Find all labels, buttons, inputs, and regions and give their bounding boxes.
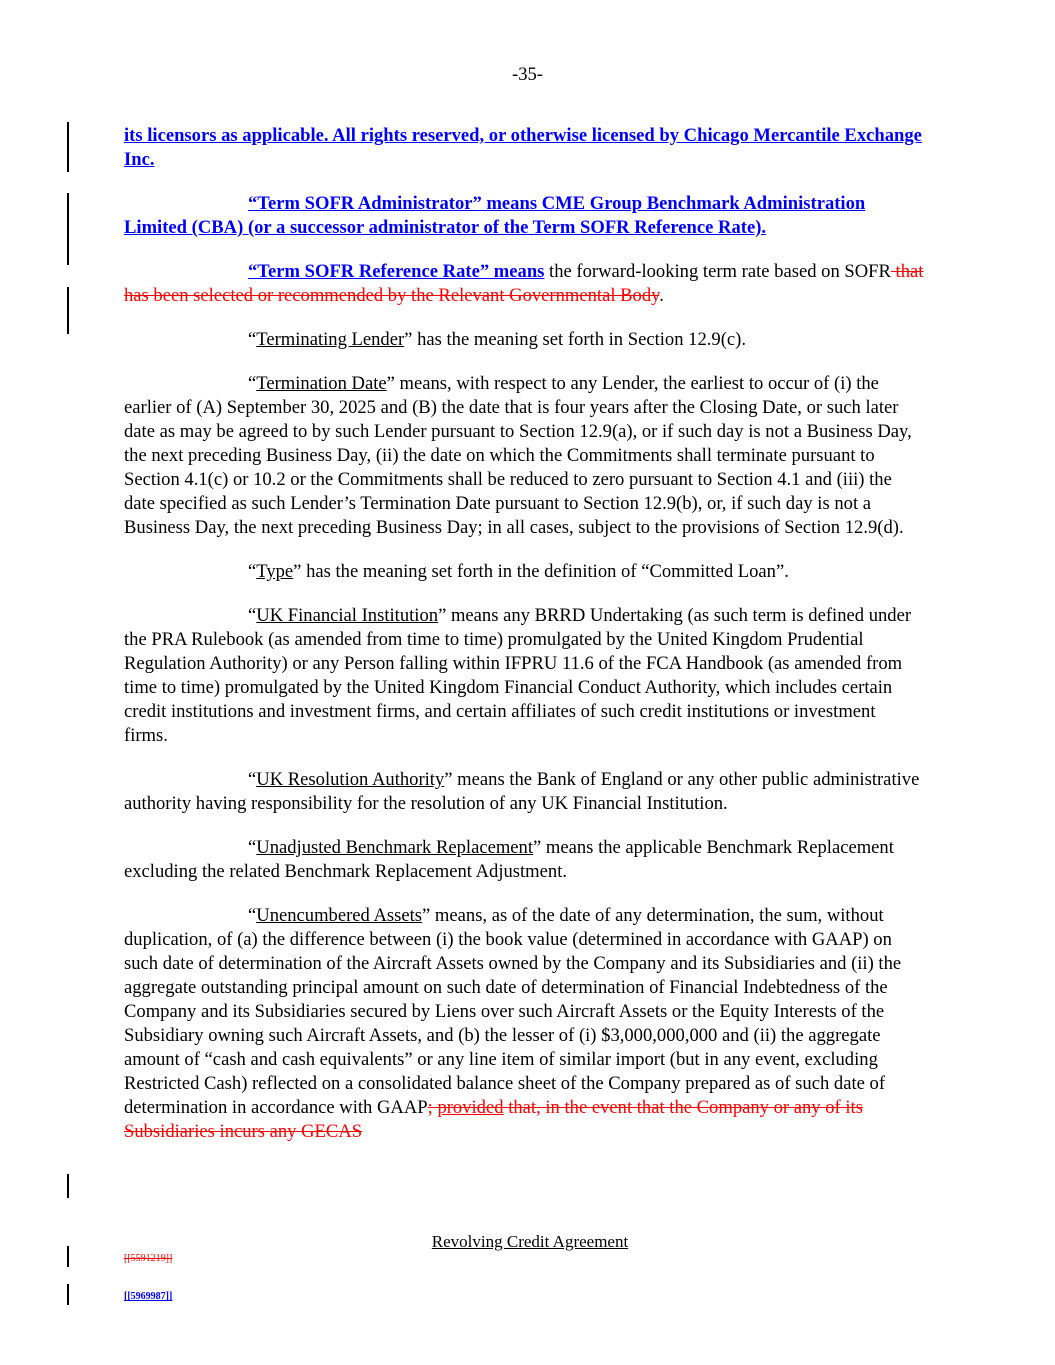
document-body [124,124,924,1164]
definition-term-sofr-reference-rate [124,260,924,308]
defined-term: Terminating Lender [256,329,405,350]
definition-text: ” means, with respect to any Lender, the earliest to occur of (i) the earlier of (A) September 30, 2025 and (B) the date that is four years after the Closing Date, or such later date as may be agreed to by such Lender pursuant to Section 12.9(a), or if such day is not a Business Day, the next preceding Business Day, (ii) the date on which the Commitments shall terminate pursuant to Section 4.1(c) or 10.2 or the Commitments shall be reduced to zero pursuant to Section 4.1 and (iii) the date specified as such Lender’s Termination Date pursuant to Section 12.9(b), or, if such day is not a Business Day, the next preceding Business Day; in all cases, subject to the provisions of Section 12.9(d). [124,373,912,538]
deleted-text: provided [437,1097,504,1118]
defined-term: Type [256,561,294,582]
definition-text: ” has the meaning set forth in the definition of “Committed Loan”. [293,561,789,582]
deleted-text: ; [427,1097,438,1118]
doc-id-inserted: [[5969987]] [124,1291,173,1302]
defined-term: Termination Date [256,373,387,394]
change-bar [67,122,69,172]
change-bar [67,287,69,334]
paragraph-licensors [124,124,924,172]
definition-uk-resolution-authority [124,768,924,816]
definition-terminating-lender [124,328,924,352]
change-bar [67,193,69,265]
definition-term-sofr-administrator [124,192,924,240]
definition-unadjusted-benchmark-replacement [124,836,924,884]
definition-unencumbered-assets [124,904,924,1144]
definition-termination-date [124,372,924,540]
deleted-text: that has been selected or recommended by the Relevant Governmental Body [124,261,924,306]
quote-mark: “ [248,769,257,790]
definition-uk-financial-institution [124,604,924,748]
change-bar [67,1174,69,1198]
quote-mark: “ [248,905,257,926]
definition-text: . [659,285,664,306]
page-number: -35- [512,64,543,85]
definition-text: ” means any BRRD Undertaking (as such term is defined under the PRA Rulebook (as amended from time to time) promulgated by the United Kingdom Prudential Regulation Authority) or any Person falling within IFPRU 11.6 of the FCA Handbook (as amended from time to time) promulgated by the United Kingdom Financial Conduct Authority, which includes certain credit institutions and investment firms, and certain affiliates of such credit institutions or investment firms. [124,605,912,746]
defined-term: UK Financial Institution [256,605,439,626]
deleted-text: that, in the event that the Company or any of its Subsidiaries incurs any GECAS [124,1097,863,1142]
quote-mark: “ [248,561,257,582]
defined-term: Unadjusted Benchmark Replacement [256,837,534,858]
quote-mark: “ [248,329,257,350]
definition-text: ” has the meaning set forth in Section 12.9(c). [404,329,746,350]
definition-text: the forward-looking term rate based on SOFR [544,261,891,282]
definition-text: ” means the applicable Benchmark Replacement excluding the related Benchmark Replacement Adjustment. [124,837,894,882]
footer-title: Revolving Credit Agreement [431,1232,629,1251]
definition-text: ” means, as of the date of any determination, the sum, without duplication, of (a) the difference between (i) the book value (determined in accordance with GAAP) on such date of determination of the Aircraft Assets owned by the Company and its Subsidiaries and (ii) the aggregate outstanding principal amount on such date of determination of Financial Indebtedness of the Company and its Subsidiaries secured by Liens over such Aircraft Assets or the Equity Interests of the Subsidiary owning such Aircraft Assets, and (b) the lesser of (i) $3,000,000,000 and (ii) the aggregate amount of “cash and cash equivalents” or any line item of similar import (but in any event, excluding Restricted Cash) reflected on a consolidated balance sheet of the Company prepared as of such date of determination in accordance with GAAP [124,905,902,1118]
inserted-text: “Term SOFR Reference Rate” means [248,261,545,282]
quote-mark: “ [248,373,257,394]
inserted-text: its licensors as applicable. All rights reserved, or otherwise licensed by Chicago Mercantile Exchange Inc. [124,125,922,170]
quote-mark: “ [248,837,257,858]
definition-text: ” means the Bank of England or any other public administrative authority having responsibility for the resolution of any UK Financial Institution. [124,769,920,814]
defined-term: UK Resolution Authority [256,769,445,790]
inserted-text: “Term SOFR Administrator” means CME Group Benchmark Administration Limited (CBA) (or a successor administrator of the Term SOFR Reference Rate). [124,193,866,238]
doc-id-deleted: [[5591219]] [124,1253,173,1264]
defined-term: Unencumbered Assets [256,905,423,926]
change-bar [67,1284,69,1305]
definition-type [124,560,924,584]
quote-mark: “ [248,605,257,626]
